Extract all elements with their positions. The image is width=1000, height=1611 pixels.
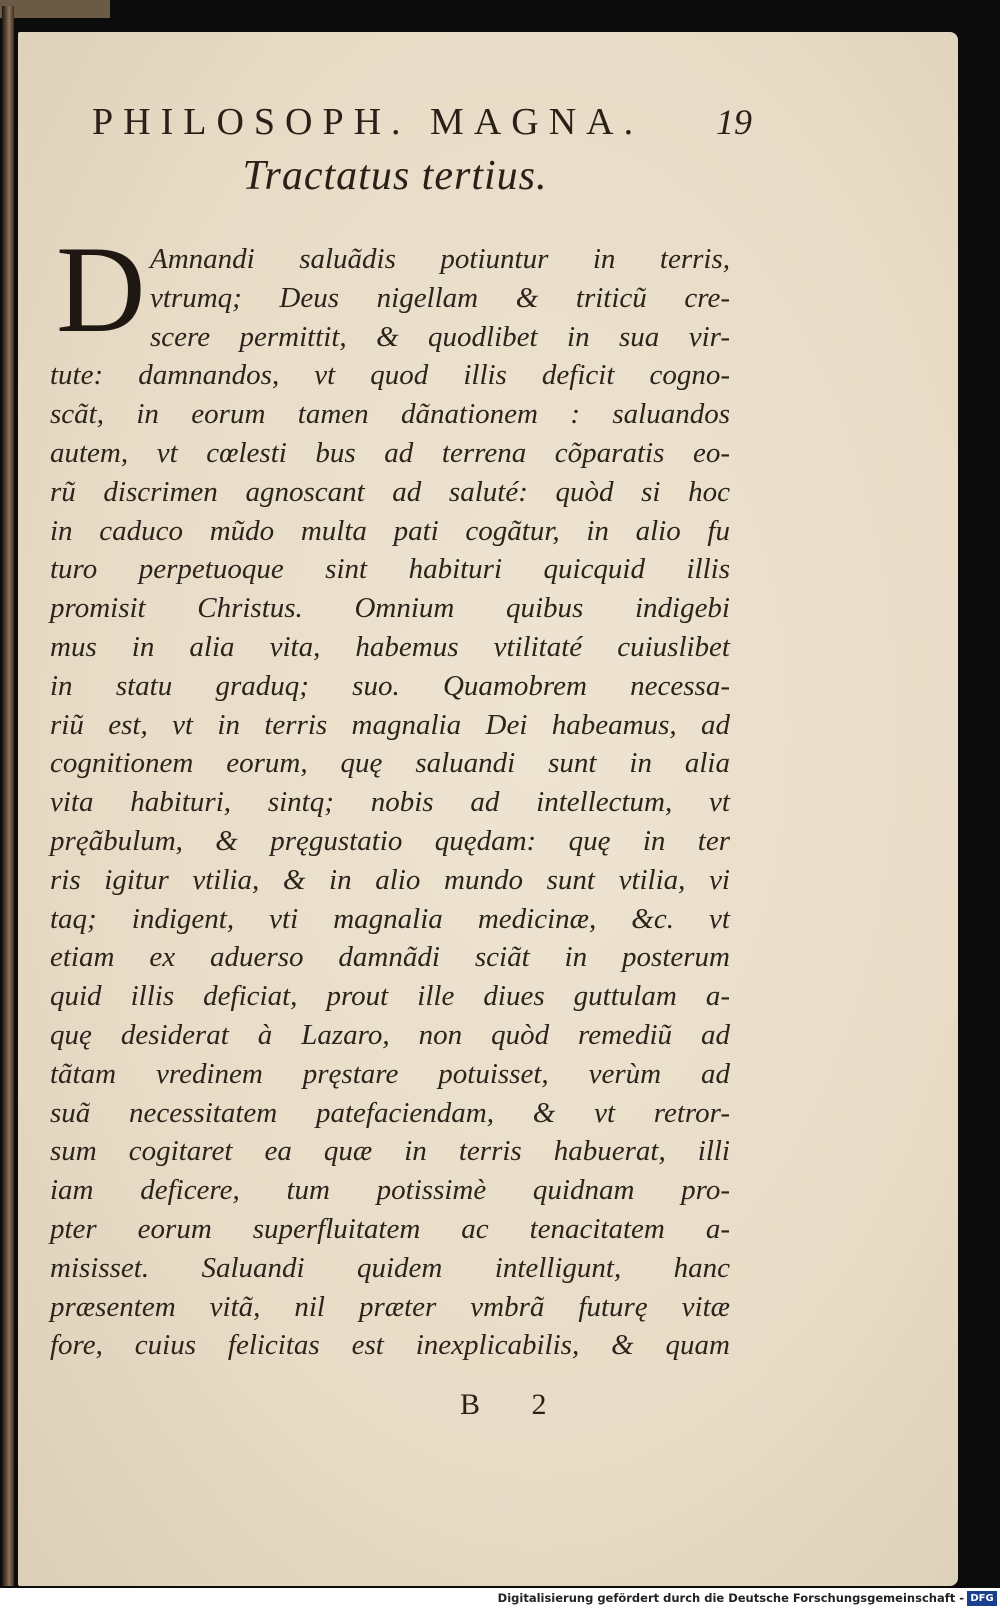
page-edge [2, 6, 14, 1586]
page-number: 19 [716, 102, 752, 142]
text-line: pręãbulum, & pręgustatio quędam: quę in ter [50, 824, 730, 857]
section-title: Tractatus tertius. [242, 153, 548, 199]
text-line: quid illis deficiat, prout ille diues guttulam a- [50, 980, 730, 1013]
footer-credit: Digitalisierung gefördert durch die Deutsche Forschungsgemeinschaft - [497, 1591, 964, 1605]
text-line: ris igitur vtilia, & in alio mundo sunt vtilia, vi [50, 863, 730, 896]
drop-initial: D [56, 221, 146, 358]
text-line: Amnandi saluãdis potiuntur in terris, [150, 243, 730, 275]
footer-bar [0, 1588, 1000, 1611]
text-line: vtrumq; Deus nigellam & triticũ cre- [150, 281, 730, 314]
text-line: fore, cuius felicitas est inexplicabilis, & quam [50, 1329, 730, 1362]
text-line: suã necessitatem patefaciendam, & vt retror- [50, 1096, 730, 1129]
running-head-title: PHILOSOPH. MAGNA. [92, 101, 644, 143]
running-head [92, 100, 752, 144]
signature-mark: B 2 [460, 1388, 569, 1421]
text-line: in statu graduq; suo. Quamobrem necessa- [50, 669, 730, 702]
text-line: rũ discrimen agnoscant ad saluté: quòd si hoc [50, 475, 730, 508]
text-line: mus in alia vita, habemus vtilitaté cuiuslibet [50, 630, 730, 663]
text-line: sum cogitaret ea quæ in terris habuerat, illi [50, 1135, 730, 1168]
text-line: etiam ex aduerso damnãdi sciãt in posterum [50, 941, 730, 974]
text-line: quę desiderat à Lazaro, non quòd remediũ ad [50, 1018, 730, 1051]
text-line: turo perpetuoque sint habituri quicquid illis [50, 553, 730, 586]
binding-strip [0, 0, 110, 18]
text-line: riũ est, vt in terris magnalia Dei habeamus, ad [50, 708, 730, 741]
text-line: tãtam vredinem pręstare potuisset, verùm ad [50, 1057, 730, 1090]
text-line: autem, vt cœlesti bus ad terrena cõparatis eo- [50, 436, 730, 469]
text-line: promisit Christus. Omnium quibus indigebi [50, 592, 730, 625]
text-line: cognitionem eorum, quę saluandi sunt in alia [50, 747, 730, 780]
body-text [50, 240, 730, 1365]
text-line: iam deficere, tum potissimè quidnam pro- [50, 1174, 730, 1207]
text-line: in caduco mũdo multa pati cogãtur, in alio fu [50, 514, 730, 547]
text-line: vita habituri, sintq; nobis ad intellectum, vt [50, 786, 730, 819]
text-line: scere permittit, & quodlibet in sua vir- [150, 320, 730, 353]
text-line: pter eorum superfluitatem ac tenacitatem a- [50, 1212, 730, 1245]
text-line: scãt, in eorum tamen dãnationem : saluandos [50, 398, 730, 431]
dfg-logo-icon: DFG [967, 1591, 997, 1606]
text-line: tute: damnandos, vt quod illis deficit cogno- [50, 359, 730, 392]
text-line: præsentem vitã, nil præter vmbrã futurę vitæ [50, 1290, 730, 1323]
text-line: taq; indigent, vti magnalia medicinæ, &c. vt [50, 902, 730, 935]
text-line: misisset. Saluandi quidem intelligunt, hanc [50, 1251, 730, 1284]
